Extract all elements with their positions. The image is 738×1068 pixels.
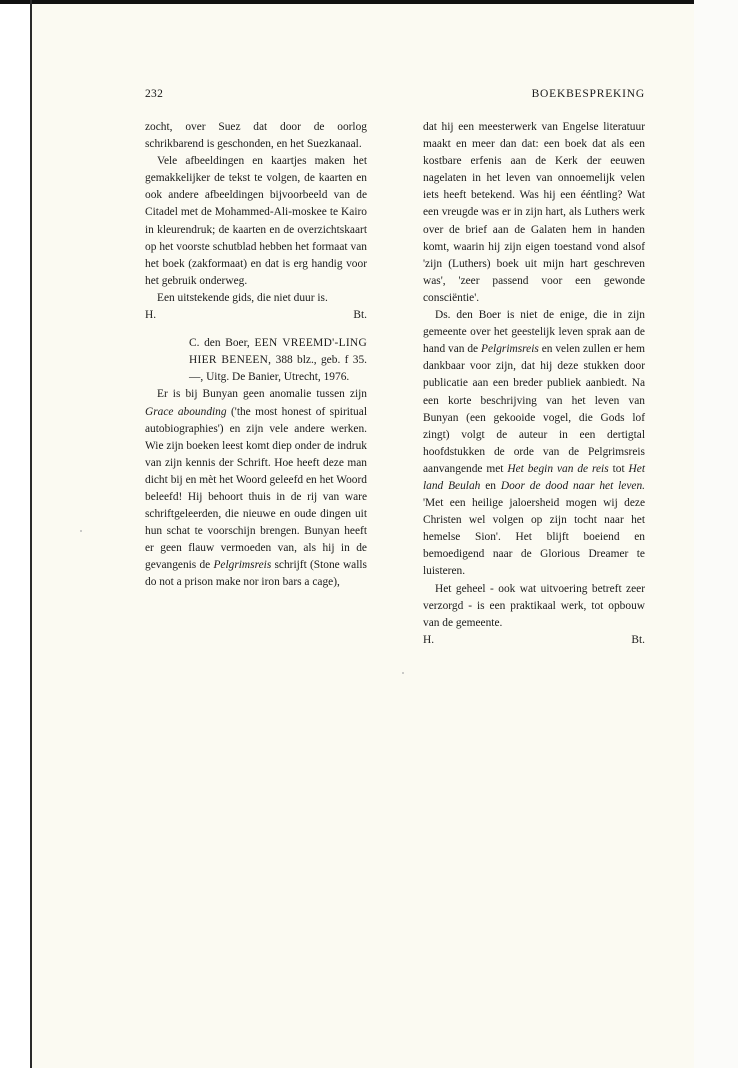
scan-speck bbox=[80, 530, 82, 532]
review-signature bbox=[145, 307, 367, 324]
paragraph: dat hij een meesterwerk van Engelse literatuur maakt en meer dan dat: een boek dat als een kostbare erfenis aan de Kerk der eeuwen nagelaten in het leven van onnoemelijk velen iets heeft betekend. Was hij een ééntling? Wat een vreugde was er in zijn hart, als Luthers werk over de brief aan de Galaten hem in handen komt, waarin hij zijn eigen toestand vond alsof 'zijn (Luthers) boek uit mijn hart geschreven was', 'zeer passend voor een gewonde consciëntie'. bbox=[423, 121, 645, 304]
running-header bbox=[145, 88, 645, 106]
book-author: C. den Boer, bbox=[189, 337, 250, 350]
paragraph: Er is bij Bunyan geen anomalie tussen zijn Grace abounding ('the most honest of spiritual autobiographies') en zijn vele andere werken. Wie zijn boeken leest komt diep onder de indruk van zijn kennis der Schrift. Hoe heeft deze man dicht bij en mèt het Woord geleefd en het Woord beleefd! Hij behoort thuis in de rij van ware schriftgeleerden, die nieuwe en oude dingen uit hun schat te voorschijn brengen. Bunyan heeft er geen flauw vermoeden van, als hij in de gevangenis de Pelgrimsreis schrijft (Stone walls do not a prison make nor iron bars a cage), bbox=[145, 388, 367, 589]
scan-right-margin bbox=[694, 0, 738, 1068]
italic-title: Het land Beulah bbox=[423, 462, 645, 492]
paragraph: Een uitstekende gids, die niet duur is. bbox=[157, 291, 328, 304]
signature-initial: H. bbox=[423, 633, 435, 646]
scan-speck bbox=[402, 672, 404, 674]
left-column bbox=[145, 119, 367, 592]
paragraph: Vele afbeeldingen en kaartjes maken het gemakkelijker de tekst te volgen, de kaarten en ook andere afbeeldingen bijvoorbeeld van de Citadel met de Mohammed-Ali-moskee te Kairo in kleurendruk; de kaarten en de overzichtskaart op het voorste schutblad hebben het formaat van het boek (zakformaat) en dat is erg handig voor het gebruik onderweg. bbox=[145, 155, 367, 287]
signature-initials: Bt. bbox=[353, 309, 367, 322]
italic-title: Grace abounding bbox=[145, 405, 227, 418]
page-number: 232 bbox=[145, 88, 164, 100]
italic-title: Door de dood naar het leven. bbox=[500, 479, 645, 492]
paragraph: zocht, over Suez dat door de oorlog schrikbarend is geschonden, en het Suezkanaal. bbox=[145, 121, 367, 151]
italic-title: Het begin van de reis bbox=[507, 462, 609, 475]
paragraph: Het geheel - ook wat uitvoering betreft zeer verzorgd - is een praktikaal werk, tot opbouw van de gemeente. bbox=[423, 582, 645, 629]
italic-title: Pelgrimsreis bbox=[481, 343, 539, 356]
book-title: EEN VREEMD'-LING HIER BENEEN, bbox=[189, 337, 367, 367]
book-reference bbox=[189, 335, 367, 386]
book-details: 388 blz., geb. f 35.—, Uitg. De Banier, Utrecht, 1976. bbox=[189, 354, 367, 384]
paragraph: Ds. den Boer is niet de enige, die in zijn gemeente over het geestelijk leven sprak aan de hand van de Pelgrimsreis en velen zullen er hem dankbaar voor zijn, dat hij deze stukken door publicatie aan een breder publiek aanbiedt. Na een korte beschrijving van het leven van Bunyan (een gekooide vogel, die Gods lof zingt) volgt de auteur in een dertigtal hoofdstukken de orde van de Pelgrimsreis aanvangende met Het begin van de reis tot Het land Beulah en Door de dood naar het leven. 'Met een heilige jaloersheid mogen wij deze Christen wel volgen op zijn tocht naar het hemelse Sion'. Het blijft boeiend en bemoedigend naar de Glorious Dreamer te luisteren. bbox=[423, 309, 645, 578]
section-title: BOEKBESPREKING bbox=[531, 88, 645, 100]
review-signature bbox=[423, 632, 645, 649]
signature-initial: H. bbox=[145, 309, 157, 322]
italic-title: Pelgrimsreis bbox=[213, 559, 272, 572]
right-column bbox=[423, 119, 645, 649]
signature-initials: Bt. bbox=[631, 633, 645, 646]
